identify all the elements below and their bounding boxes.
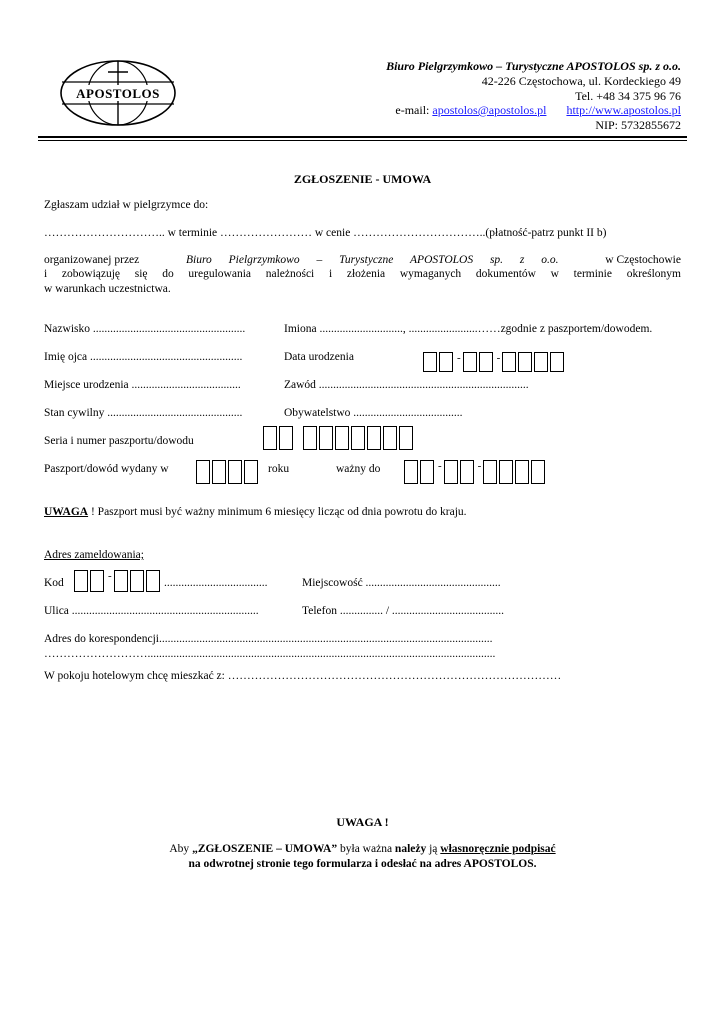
company-name: Biuro Pielgrzymkowo – Turystyczne APOSTOLOS sp. z o.o. <box>386 59 681 73</box>
footer-aby: Aby <box>169 843 190 855</box>
header-rule-bottom <box>38 140 687 141</box>
email-link[interactable]: apostolos@apostolos.pl <box>432 103 547 117</box>
valid-day-box[interactable] <box>420 460 434 484</box>
first-names-field[interactable]: Imiona ............................., ........................……zgodnie z paszportem/dowodem. <box>284 323 653 335</box>
passport-warning <box>44 506 467 518</box>
organized-line-1 <box>44 254 681 266</box>
valid-year-box[interactable] <box>483 460 497 484</box>
passport-digit-box[interactable] <box>383 426 397 450</box>
footer-sign: własnoręcznie podpisać <box>440 843 556 855</box>
birth-year-box[interactable] <box>550 352 564 372</box>
postcode-box[interactable] <box>90 570 104 592</box>
passport-number-boxes[interactable] <box>263 426 415 450</box>
date-separator: - <box>438 460 442 472</box>
issue-year-box[interactable] <box>212 460 226 484</box>
citizenship-field[interactable]: Obywatelstwo ...................................... <box>284 407 463 419</box>
date-separator: - <box>477 460 482 472</box>
intro-text: Zgłaszam udział w pielgrzymce do: <box>44 199 209 211</box>
birth-date-boxes[interactable] <box>423 352 566 372</box>
footer-valid: była ważna <box>340 843 393 855</box>
birth-year-box[interactable] <box>518 352 532 372</box>
valid-day-box[interactable] <box>404 460 418 484</box>
postcode-label: Kod <box>44 577 64 589</box>
birth-place-field[interactable]: Miejsce urodzenia ...................................... <box>44 379 241 391</box>
birth-month-box[interactable] <box>463 352 477 372</box>
birth-month-box[interactable] <box>479 352 493 372</box>
valid-until-boxes[interactable] <box>404 460 547 484</box>
passport-digit-box[interactable] <box>351 426 365 450</box>
birth-year-box[interactable] <box>502 352 516 372</box>
warning-text: ! Paszport musi być ważny minimum 6 miesięcy licząc od dnia powrotu do kraju. <box>90 506 467 518</box>
valid-month-box[interactable] <box>444 460 458 484</box>
website-link[interactable]: http://www.apostolos.pl <box>566 103 681 117</box>
postcode-dots[interactable]: .................................... <box>164 577 268 589</box>
company-contact <box>395 103 681 118</box>
father-name-field[interactable]: Imię ojca ..................................................... <box>44 351 243 363</box>
telephone-field[interactable]: Telefon ............... / ....................................... <box>302 605 505 617</box>
footer-it: ją <box>429 843 438 855</box>
company-nip: NIP: 5732855672 <box>595 118 681 132</box>
warning-label: UWAGA <box>44 506 89 518</box>
postcode-box[interactable] <box>146 570 160 592</box>
year-label: roku <box>268 463 290 475</box>
valid-until-label: ważny do <box>336 463 381 475</box>
locality-field[interactable]: Miejscowość ............................................... <box>302 577 501 589</box>
issue-year-box[interactable] <box>244 460 258 484</box>
footer-form-name: „ZGŁOSZENIE – UMOWA” <box>192 843 338 855</box>
postcode-separator: - <box>108 570 112 582</box>
correspondence-field-line-2[interactable]: ………………………......................................................................................................................... <box>44 648 496 660</box>
postcode-box[interactable] <box>130 570 144 592</box>
passport-issued-year-boxes[interactable] <box>196 460 260 484</box>
organized-by-label: organizowanej przez <box>44 254 140 266</box>
passport-digit-box[interactable] <box>335 426 349 450</box>
residence-heading: Adres zameldowania; <box>44 549 144 561</box>
footer-line-1 <box>0 843 725 855</box>
date-separator: - <box>457 352 461 364</box>
surname-field[interactable]: Nazwisko ..................................................... <box>44 323 246 335</box>
profession-field[interactable]: Zawód ......................................................................... <box>284 379 529 391</box>
passport-digit-box[interactable] <box>319 426 333 450</box>
civil-status-field[interactable]: Stan cywilny ............................................... <box>44 407 243 419</box>
valid-year-box[interactable] <box>499 460 513 484</box>
passport-digit-box[interactable] <box>303 426 317 450</box>
postcode-box[interactable] <box>114 570 128 592</box>
organized-line-2: i zobowiązuję się do uregulowania należności i złożenia wymaganych dokumentów w terminie określonym <box>44 268 681 280</box>
header-rule-top <box>38 136 687 138</box>
passport-digit-box[interactable] <box>367 426 381 450</box>
passport-series-box[interactable] <box>279 426 293 450</box>
logo-text: APOSTOLOS <box>76 86 160 101</box>
valid-year-box[interactable] <box>515 460 529 484</box>
valid-year-box[interactable] <box>531 460 545 484</box>
apostolos-logo <box>58 58 178 128</box>
passport-number-label: Seria i numer paszportu/dowodu <box>44 435 194 447</box>
correspondence-field-line-1[interactable]: Adres do korespondencji.................................................................................................................... <box>44 633 493 645</box>
form-title: ZGŁOSZENIE - UMOWA <box>293 172 432 186</box>
organized-line-3: w warunkach uczestnictwa. <box>44 283 171 295</box>
hotel-room-field[interactable]: W pokoju hotelowym chcę mieszkać z: …………………………………………………………………………… <box>44 670 562 682</box>
footer-line-2: na odwrotnej stronie tego formularza i odesłać na adres APOSTOLOS. <box>188 858 537 870</box>
organizer-name: Biuro Pielgrzymkowo – Turystyczne APOSTOLOS sp. z o.o. <box>186 254 559 266</box>
company-phone: Tel. +48 34 375 96 76 <box>575 89 681 103</box>
postcode-box[interactable] <box>74 570 88 592</box>
issue-year-box[interactable] <box>196 460 210 484</box>
passport-series-box[interactable] <box>263 426 277 450</box>
footer-must: należy <box>394 843 427 855</box>
email-label: e-mail: <box>395 103 430 117</box>
passport-issued-label: Paszport/dowód wydany w <box>44 463 169 475</box>
birth-day-box[interactable] <box>423 352 437 372</box>
organizer-city: w Częstochowie <box>605 254 681 266</box>
postcode-boxes[interactable] <box>74 570 162 592</box>
footer-warning-title: UWAGA ! <box>336 815 389 829</box>
birth-date-label: Data urodzenia <box>284 351 354 363</box>
trip-line[interactable]: ………………………….. w terminie …………………… w cenie ……………………………..(płatność-patrz punkt II b) <box>44 227 607 239</box>
company-address: 42-226 Częstochowa, ul. Kordeckiego 49 <box>481 74 681 88</box>
date-separator: - <box>496 352 501 364</box>
valid-month-box[interactable] <box>460 460 474 484</box>
birth-day-box[interactable] <box>439 352 453 372</box>
issue-year-box[interactable] <box>228 460 242 484</box>
passport-digit-box[interactable] <box>399 426 413 450</box>
birth-year-box[interactable] <box>534 352 548 372</box>
street-field[interactable]: Ulica ................................................................. <box>44 605 259 617</box>
